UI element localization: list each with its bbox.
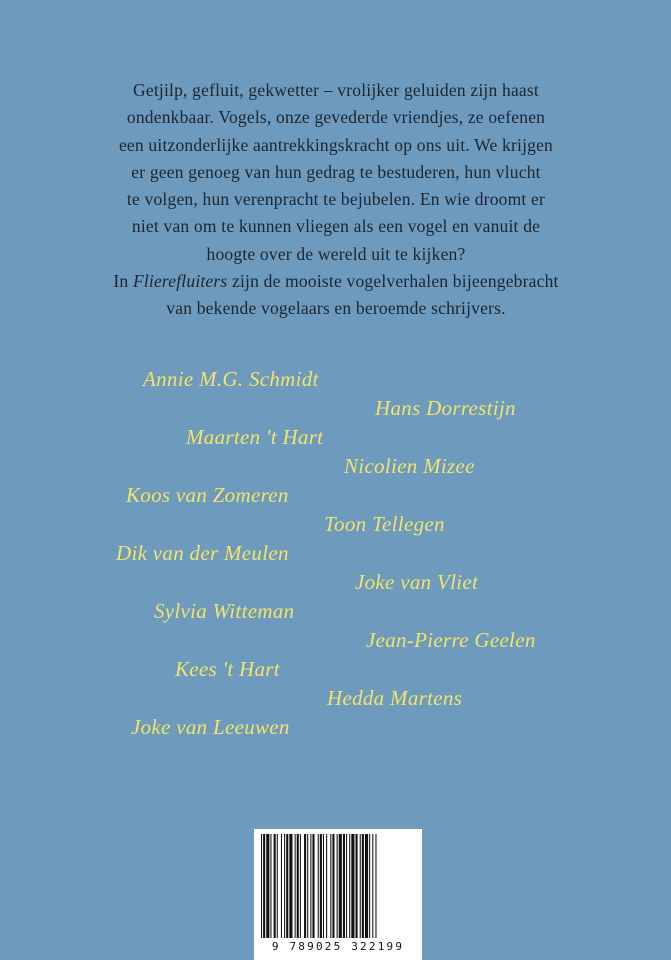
barcode-bar	[312, 834, 314, 938]
author-name: Sylvia Witteman	[154, 599, 295, 623]
barcode-bar	[270, 834, 271, 938]
blurb-suffix: zijn de mooiste vogelverhalen bijeengebracht	[227, 271, 559, 292]
barcode-bar	[365, 834, 368, 938]
barcode-bar	[304, 834, 306, 938]
author-name: Toon Tellegen	[324, 512, 445, 536]
barcode-bar	[297, 834, 299, 938]
author-name: Koos van Zomeren	[126, 483, 289, 507]
book-title: Flierefluiters	[132, 271, 228, 292]
barcode-bar	[320, 834, 322, 938]
barcode-bar	[263, 834, 265, 938]
barcode-bar	[274, 834, 276, 938]
barcode-bar	[286, 834, 288, 938]
blurb-line: Getjilp, gefluit, gekwetter – vrolijker geluiden zijn haast	[133, 80, 539, 100]
barcode-bar	[337, 834, 338, 938]
barcode-bar	[261, 834, 262, 938]
barcode-bar	[295, 834, 296, 938]
barcode-bar	[332, 834, 334, 938]
barcode-bar	[281, 834, 282, 938]
barcode-bar	[266, 834, 269, 938]
author-name: Kees 't Hart	[175, 657, 280, 681]
blurb-line: hoogte over de wereld uit te kijken?	[206, 243, 466, 264]
isbn-number: 9 789025 322199	[271, 940, 405, 953]
barcode-bars	[259, 834, 417, 938]
barcode-bar	[330, 834, 331, 938]
barcode-bar	[326, 834, 327, 938]
barcode-bar	[372, 834, 373, 938]
barcode-bar	[339, 834, 342, 938]
barcode-bar	[362, 834, 364, 938]
author-name: Maarten 't Hart	[186, 425, 324, 449]
author-name: Annie M.G. Schmidt	[143, 367, 319, 391]
blurb-line: er geen genoeg van hun gedrag te bestuderen, hun vlucht	[131, 161, 541, 182]
blurb-line: niet van om te kunnen vliegen als een vogel en vanuit de	[131, 216, 541, 237]
blurb-prefix: In	[113, 271, 133, 292]
author-name: Nicolien Mizee	[344, 454, 475, 478]
barcode-bar	[369, 834, 370, 938]
author-name: Hedda Martens	[327, 686, 463, 710]
author-name: Dik van der Meulen	[116, 541, 289, 565]
barcode-bar	[351, 834, 354, 938]
barcode	[254, 829, 422, 960]
barcode-bar	[307, 834, 308, 938]
barcode-bar	[323, 834, 324, 938]
barcode-bar	[356, 834, 358, 938]
author-name: Joke van Leeuwen	[131, 715, 290, 739]
barcode-bar	[277, 834, 278, 938]
barcode-bar	[310, 834, 311, 938]
author-name: Jean-Pierre Geelen	[366, 628, 536, 652]
barcode-bar	[318, 834, 319, 938]
barcode-bar	[284, 834, 285, 938]
blurb-line: een uitzonderlijke aantrekkingskracht op ons uit. We krijgen	[118, 134, 554, 155]
blurb-line: van bekende vogelaars en beroemde schrijvers.	[166, 298, 506, 319]
author-name: Joke van Vliet	[355, 570, 479, 594]
barcode-bar	[346, 834, 347, 938]
blurb-line: te volgen, hun verenpracht te bejubelen. En wie droomt er	[126, 189, 546, 210]
barcode-bar	[360, 834, 361, 938]
barcode-bar	[289, 834, 292, 938]
barcode-bar	[349, 834, 350, 938]
barcode-bar	[343, 834, 345, 938]
author-name: Hans Dorrestijn	[375, 396, 516, 420]
blurb-line: ondenkbaar. Vogels, onze gevederde vriendjes, ze oefenen	[126, 107, 546, 128]
barcode-bar	[375, 834, 376, 938]
barcode-bar	[300, 834, 301, 938]
